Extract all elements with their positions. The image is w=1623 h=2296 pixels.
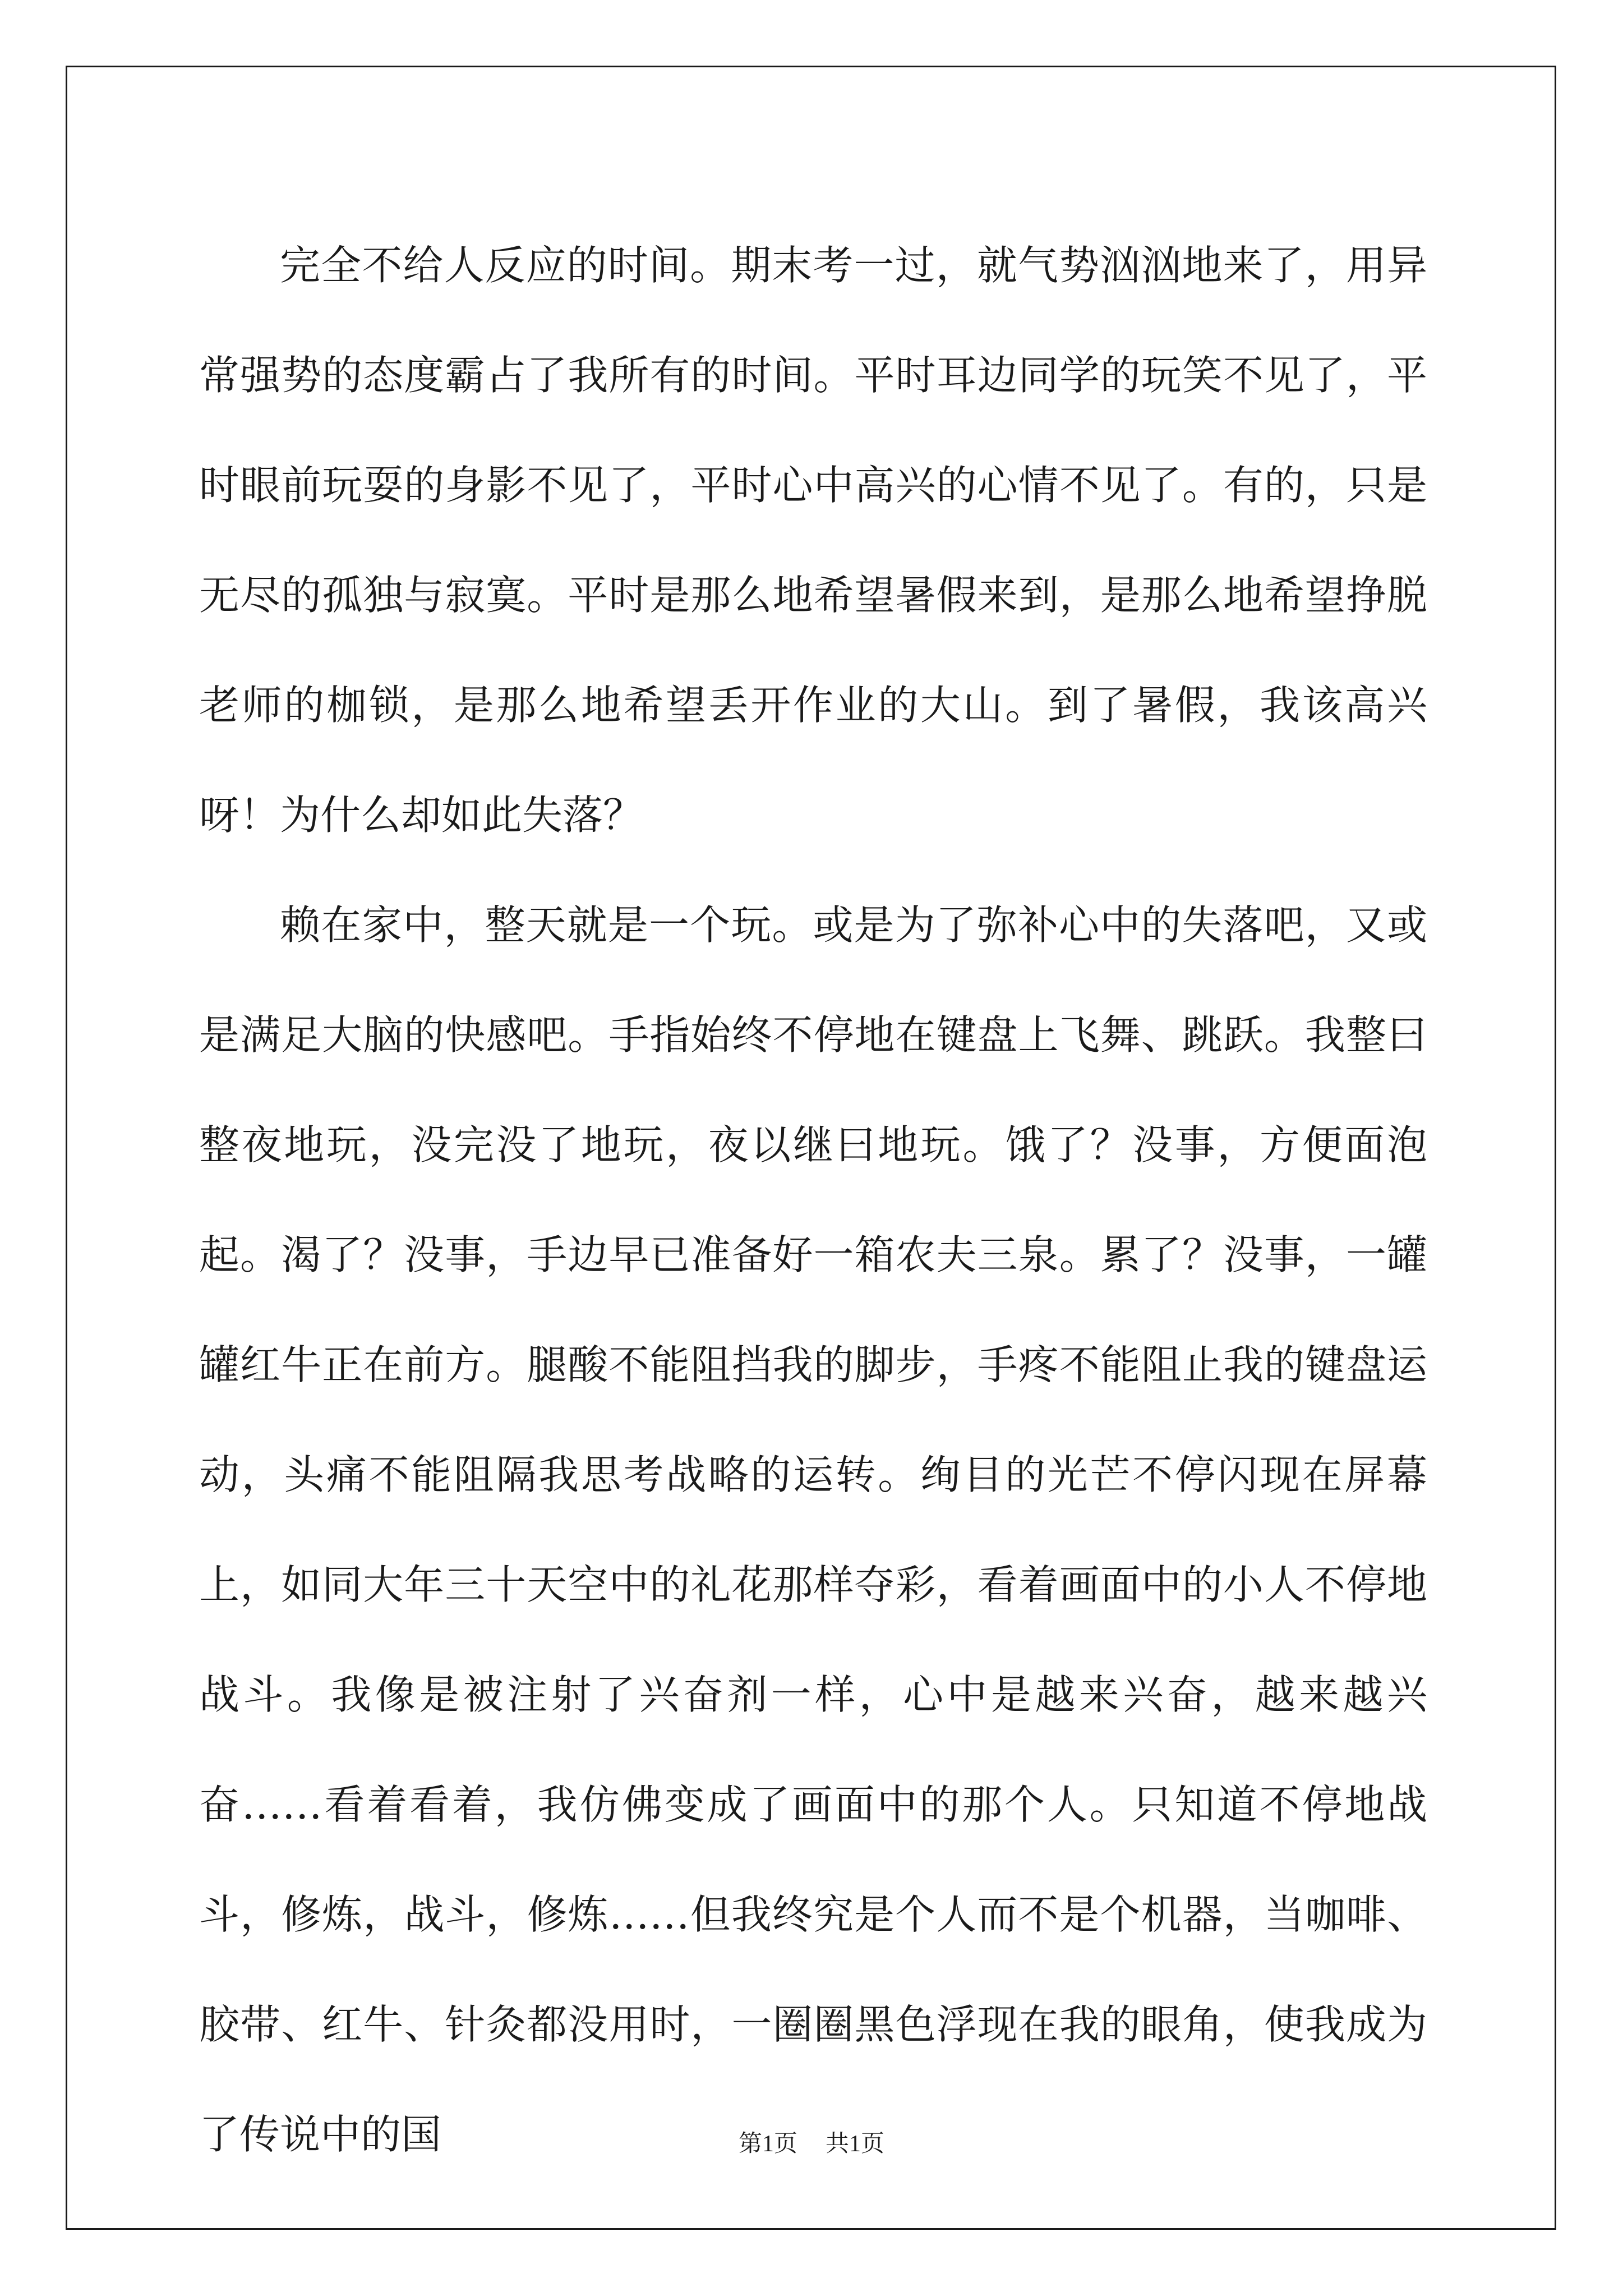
paragraph: 完全不给人反应的时间。期末考一过，就气势汹汹地来了，用异常强势的态度霸占了我所有的时间。平时耳边同学的玩笑不见了，平时眼前玩耍的身影不见了，平时心中高兴的心情不见了。有的，只是无尽的孤独与寂寞。平时是那么地希望暑假来到，是那么地希望挣脱老师的枷锁，是那么地希望丢开作业的大山。到了暑假，我该高兴呀！为什么却如此失落？ [199, 242, 1427, 839]
page-footer [0, 2127, 1623, 2161]
page-total: 共1页 [826, 2131, 885, 2157]
page-number: 第1页 [738, 2131, 797, 2157]
paragraph: 赖在家中，整天就是一个玩。或是为了弥补心中的失落吧，又或是满足大脑的快感吧。手指始终不停地在键盘上飞舞、跳跃。我整曰整夜地玩，没完没了地玩，夜以继曰地玩。饿了？没事，方便面泡起。渴了？没事，手边早已准备好一箱农夫三泉。累了？没事，一罐罐红牛正在前方。腿酸不能阻挡我的脚步，手疼不能阻止我的键盘运动，头痛不能阻隔我思考战略的运转。绚目的光芒不停闪现在屏幕上，如同大年三十天空中的礼花那样夺彩，看着画面中的小人不停地战斗。我像是被注射了兴奋剂一样，心中是越来兴奋，越来越兴奋……看着看着，我仿佛变成了画面中的那个人。只知道不停地战斗，修炼，战斗，修炼……但我终究是个人而不是个机器，当咖啡、胶带、红牛、针灸都没用时，一圈圈黑色浮现在我的眼角，使我成为了传说中的国 [199, 901, 1427, 2158]
document-body [199, 210, 1427, 2189]
